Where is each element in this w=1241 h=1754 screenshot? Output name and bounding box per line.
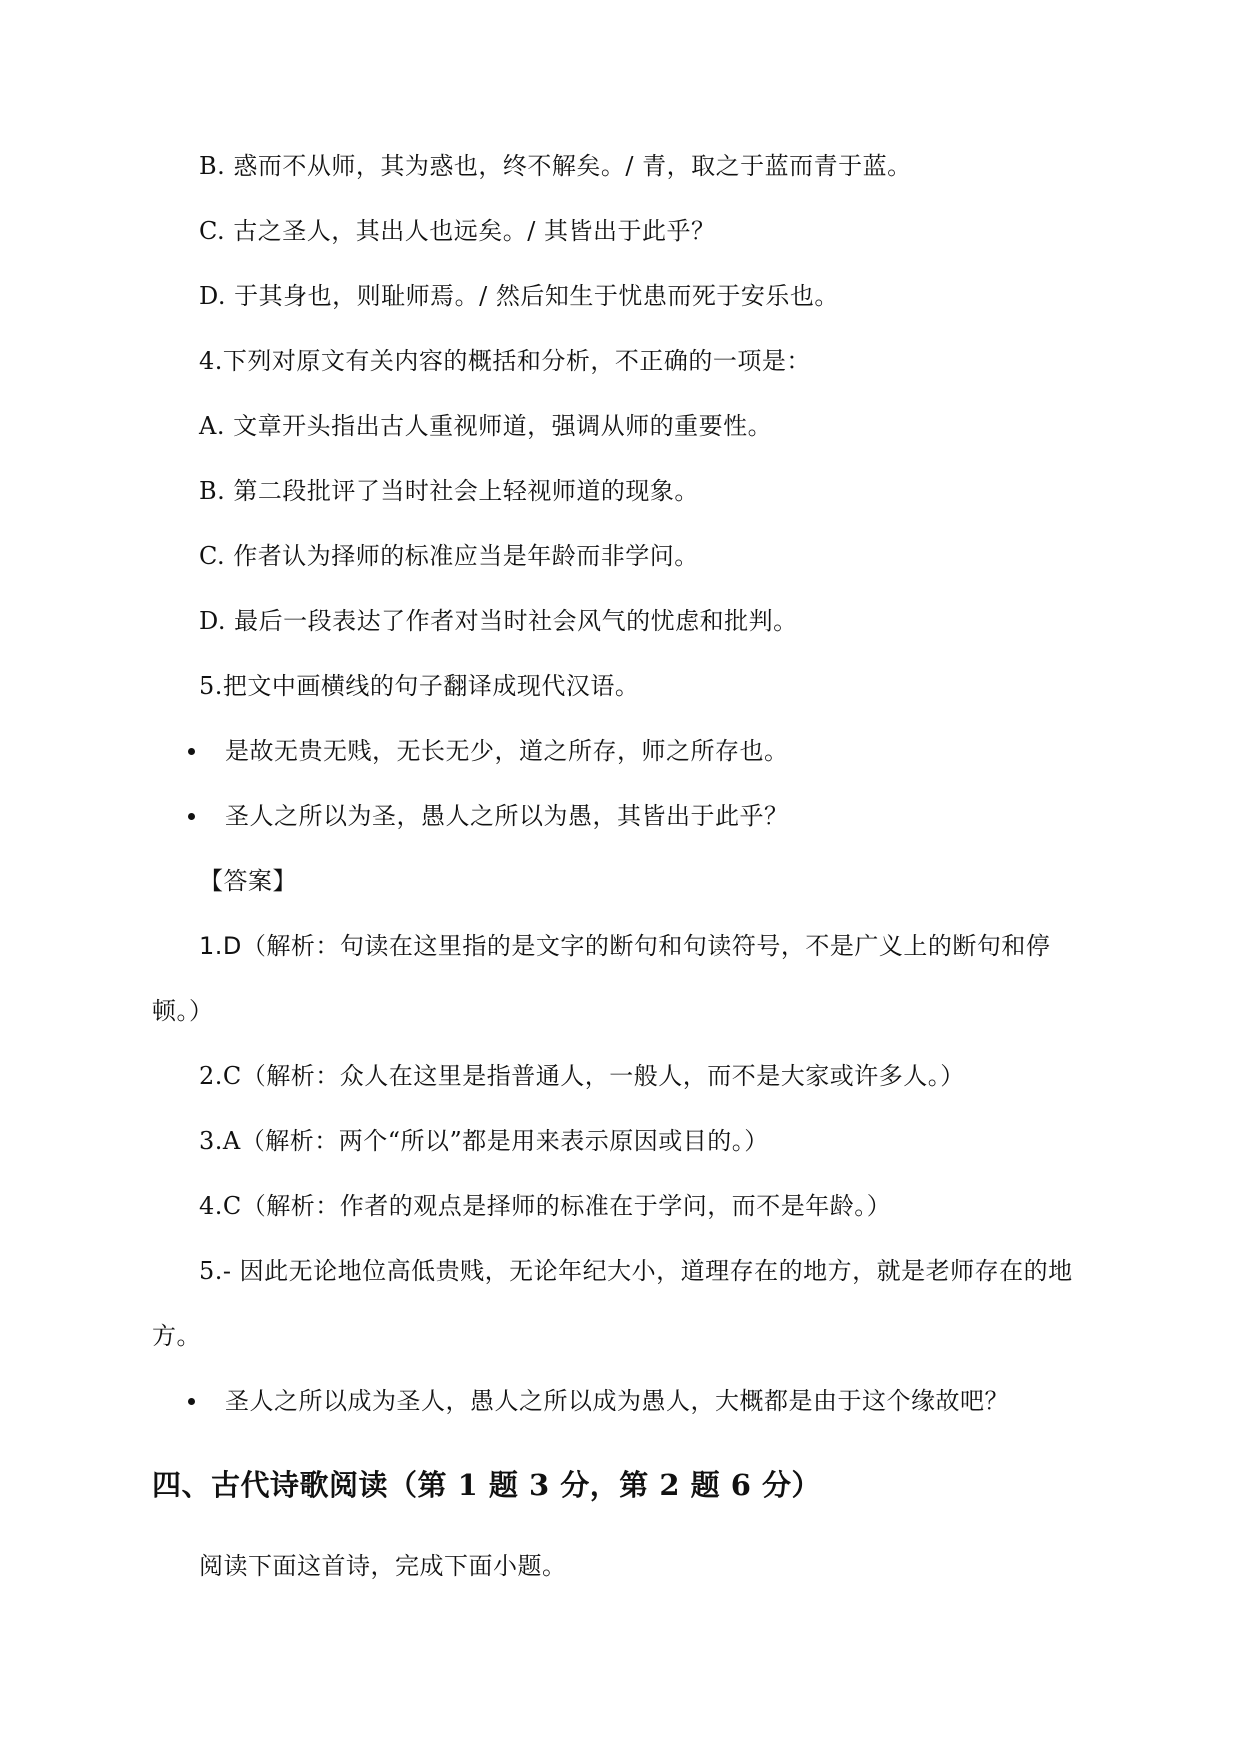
q3-option-d: D. 于其身也，则耻师焉。/ 然后知生于忧患而死于安乐也。 [199, 282, 839, 310]
q5-stem: 5.把文中画横线的句子翻译成现代汉语。 [199, 672, 640, 700]
q4-stem: 4.下列对原文有关内容的概括和分析，不正确的一项是： [199, 347, 811, 375]
answer-1-line1 [199, 930, 1050, 962]
q4-option-a: A. 文章开头指出古人重视师道，强调从师的重要性。 [199, 412, 773, 440]
answer-5-bullet: 圣人之所以成为圣人，愚人之所以成为愚人，大概都是由于这个缘故吧？ [225, 1387, 1009, 1415]
answer-1-number: 1.D [199, 932, 242, 960]
answer-5-line1: 5.- 因此无论地位高低贵贱，无论年纪大小，道理存在的地方，就是老师存在的地 [199, 1257, 1073, 1285]
answer-4: 4.C（解析：作者的观点是择师的标准在于学问，而不是年龄。） [199, 1192, 892, 1220]
answer-3: 3.A（解析：两个“所以”都是用来表示原因或目的。） [199, 1127, 769, 1155]
answers-heading: 【答案】 [199, 867, 297, 895]
q5-item-1: 是故无贵无贱，无长无少，道之所存，师之所存也。 [225, 737, 789, 765]
q3-option-b: B. 惑而不从师，其为惑也，终不解矣。/ 青，取之于蓝而青于蓝。 [199, 152, 912, 180]
answer-1-line2: 顿。） [152, 997, 214, 1025]
answer-5-line2: 方。 [152, 1322, 201, 1350]
bullet-dot [188, 813, 195, 820]
q4-option-b: B. 第二段批评了当时社会上轻视师道的现象。 [199, 477, 699, 505]
q4-option-c: C. 作者认为择师的标准应当是年龄而非学问。 [199, 542, 699, 570]
bullet-dot [188, 1398, 195, 1405]
answer-1-explanation: （解析：句读在这里指的是文字的断句和句读符号，不是广义上的断句和停 [241, 932, 1051, 960]
section-4-title: 四、古代诗歌阅读（第 1 题 3 分，第 2 题 6 分） [152, 1468, 821, 1502]
q4-option-d: D. 最后一段表达了作者对当时社会风气的忧虑和批判。 [199, 607, 798, 635]
answer-2: 2.C（解析：众人在这里是指普通人，一般人，而不是大家或许多人。） [199, 1062, 965, 1090]
section-4-instruction: 阅读下面这首诗，完成下面小题。 [199, 1552, 567, 1580]
bullet-dot [188, 748, 195, 755]
q3-option-c: C. 古之圣人，其出人也远矣。/ 其皆出于此乎？ [199, 217, 716, 245]
q5-item-2: 圣人之所以为圣，愚人之所以为愚，其皆出于此乎？ [225, 802, 789, 830]
